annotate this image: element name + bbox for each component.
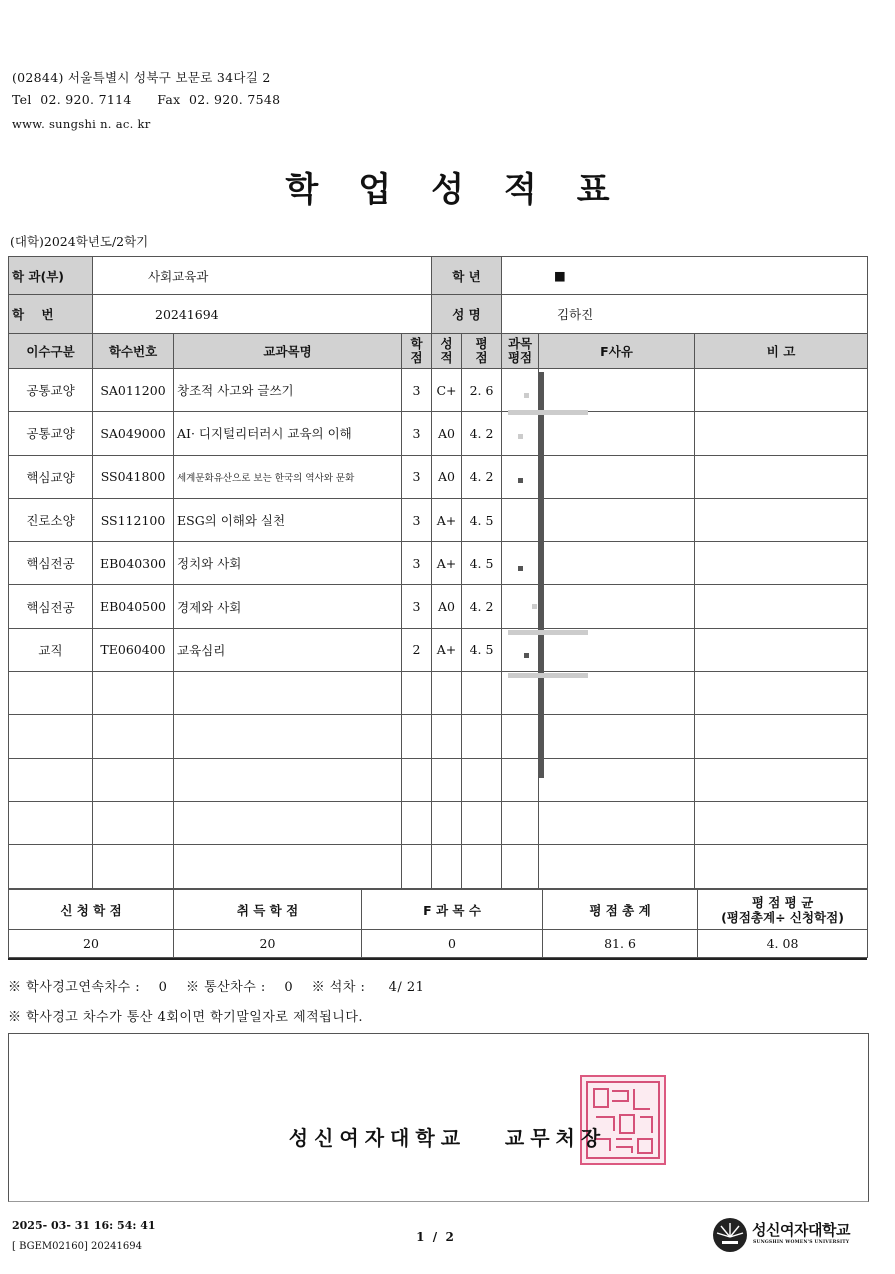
cell-credit bbox=[402, 715, 432, 758]
sum-avg-label: 평 점 평 균 bbox=[751, 894, 814, 910]
cell-course-eval bbox=[502, 845, 539, 888]
university-emblem-icon bbox=[712, 1217, 748, 1253]
redaction-mark bbox=[518, 478, 523, 483]
cell-remarks bbox=[695, 845, 868, 888]
redaction-bar bbox=[539, 372, 544, 778]
cell-grade bbox=[432, 801, 462, 844]
sum-total: 81. 6 bbox=[543, 930, 698, 958]
cell-f-reason bbox=[539, 845, 695, 888]
col-grade: 성적 bbox=[432, 334, 462, 369]
table-row bbox=[9, 585, 868, 628]
grade-table bbox=[8, 256, 868, 889]
cell-name: 세계문화유산으로 보는 한국의 역사와 문화 bbox=[174, 455, 402, 498]
table-row bbox=[9, 801, 868, 844]
cell-credit bbox=[402, 845, 432, 888]
redaction-mark bbox=[532, 604, 537, 609]
col-course: 교과목명 bbox=[174, 334, 402, 369]
cell-point: 2. 6 bbox=[462, 369, 502, 412]
cell-course-eval bbox=[502, 498, 539, 541]
sum-avg-sublabel: (평점총계÷ 신청학점) bbox=[721, 909, 844, 925]
cell-remarks bbox=[695, 715, 868, 758]
page-title: 학업성적표 bbox=[285, 170, 650, 210]
cell-point: 4. 2 bbox=[462, 455, 502, 498]
cell-category bbox=[9, 715, 93, 758]
cell-point: 4. 5 bbox=[462, 498, 502, 541]
cell-name: 창조적 사고와 글쓰기 bbox=[174, 369, 402, 412]
cell-remarks bbox=[695, 369, 868, 412]
col-category: 이수구분 bbox=[9, 334, 93, 369]
cell-course-eval bbox=[502, 672, 539, 715]
cell-f-reason bbox=[539, 801, 695, 844]
logo-korean: 성신여자대학교 bbox=[752, 1221, 850, 1239]
cell-grade: A+ bbox=[432, 542, 462, 585]
year-label: 학 년 bbox=[432, 257, 502, 295]
cell-f-reason bbox=[539, 455, 695, 498]
term-label: (대학)2024학년도/2학기 bbox=[10, 234, 149, 249]
cell-credit: 2 bbox=[402, 628, 432, 671]
cell-name: 경제와 사회 bbox=[174, 585, 402, 628]
issuer-signature: 성신여자대학교 교무처장 bbox=[288, 1126, 607, 1150]
cell-grade: C+ bbox=[432, 369, 462, 412]
cell-grade bbox=[432, 715, 462, 758]
cell-point bbox=[462, 845, 502, 888]
cell-name bbox=[174, 845, 402, 888]
page-number: 1 / 2 bbox=[416, 1230, 454, 1244]
cell-name bbox=[174, 672, 402, 715]
cell-name bbox=[174, 758, 402, 801]
cell-code bbox=[93, 845, 174, 888]
cell-credit: 3 bbox=[402, 498, 432, 541]
table-row bbox=[9, 672, 868, 715]
cell-code: SA049000 bbox=[93, 412, 174, 455]
cell-credit: 3 bbox=[402, 542, 432, 585]
cell-name: AI· 디지털리터러시 교육의 이해 bbox=[174, 412, 402, 455]
cell-code: SS112100 bbox=[93, 498, 174, 541]
redaction-bar bbox=[508, 630, 588, 635]
cell-point: 4. 2 bbox=[462, 412, 502, 455]
cell-category bbox=[9, 672, 93, 715]
cell-credit: 3 bbox=[402, 369, 432, 412]
redaction-mark bbox=[524, 653, 529, 658]
sum-total-label: 평 점 총 계 bbox=[543, 890, 698, 930]
cell-code bbox=[93, 715, 174, 758]
cell-point: 4. 2 bbox=[462, 585, 502, 628]
cell-credit bbox=[402, 672, 432, 715]
table-row bbox=[9, 498, 868, 541]
col-course-eval: 과목평점 bbox=[502, 334, 539, 369]
cell-category: 진로소양 bbox=[9, 498, 93, 541]
cell-code: SA011200 bbox=[93, 369, 174, 412]
cell-f-reason bbox=[539, 585, 695, 628]
cell-point bbox=[462, 715, 502, 758]
cell-code bbox=[93, 801, 174, 844]
redaction-mark bbox=[518, 566, 523, 571]
doc-id: [ BGEM02160] 20241694 bbox=[12, 1241, 142, 1252]
cell-grade bbox=[432, 672, 462, 715]
cell-code bbox=[93, 672, 174, 715]
official-seal bbox=[580, 1075, 666, 1165]
cell-grade: A+ bbox=[432, 628, 462, 671]
cell-point bbox=[462, 672, 502, 715]
warning-rule: ※ 학사경고 차수가 통산 4회이면 학기말일자로 제적됩니다. bbox=[8, 1010, 364, 1025]
cell-remarks bbox=[695, 455, 868, 498]
cell-f-reason bbox=[539, 498, 695, 541]
table-row bbox=[9, 412, 868, 455]
table-row bbox=[9, 845, 868, 888]
redaction-mark bbox=[518, 434, 523, 439]
year-value: ■ bbox=[502, 257, 868, 295]
cell-remarks bbox=[695, 672, 868, 715]
id-label: 학 번 bbox=[9, 295, 93, 334]
sum-earned-label: 취 득 학 점 bbox=[174, 890, 362, 930]
name-label: 성 명 bbox=[432, 295, 502, 334]
sum-earned: 20 bbox=[174, 930, 362, 958]
cell-grade bbox=[432, 758, 462, 801]
cell-course-eval bbox=[502, 801, 539, 844]
cell-course-eval bbox=[502, 758, 539, 801]
signature-box bbox=[8, 1033, 869, 1202]
cell-credit: 3 bbox=[402, 412, 432, 455]
table-row bbox=[9, 542, 868, 585]
col-remarks: 비 고 bbox=[695, 334, 868, 369]
cell-category: 공통교양 bbox=[9, 412, 93, 455]
table-row bbox=[9, 455, 868, 498]
cell-remarks bbox=[695, 542, 868, 585]
table-row bbox=[9, 715, 868, 758]
cell-f-reason bbox=[539, 758, 695, 801]
cell-category: 핵심교양 bbox=[9, 455, 93, 498]
cell-category: 핵심전공 bbox=[9, 585, 93, 628]
cell-grade bbox=[432, 845, 462, 888]
cell-credit: 3 bbox=[402, 455, 432, 498]
cell-code: SS041800 bbox=[93, 455, 174, 498]
cell-name bbox=[174, 715, 402, 758]
cell-point: 4. 5 bbox=[462, 542, 502, 585]
cell-point: 4. 5 bbox=[462, 628, 502, 671]
summary-table bbox=[8, 889, 868, 958]
id-value: 20241694 bbox=[93, 295, 432, 334]
divider bbox=[8, 958, 867, 960]
website: www. sungshi n. ac. kr bbox=[12, 117, 151, 131]
redaction-mark bbox=[524, 393, 529, 398]
cell-grade: A+ bbox=[432, 498, 462, 541]
cell-category bbox=[9, 845, 93, 888]
warning-counts: ※ 학사경고연속차수 : 0 ※ 통산차수 : 0 ※ 석차 : 4/ 21 bbox=[8, 980, 425, 995]
cell-point bbox=[462, 758, 502, 801]
cell-f-reason bbox=[539, 715, 695, 758]
cell-code bbox=[93, 758, 174, 801]
logo-english: SUNGSHIN WOMEN'S UNIVERSITY bbox=[753, 1240, 850, 1245]
col-credit: 학점 bbox=[402, 334, 432, 369]
table-row bbox=[9, 369, 868, 412]
cell-code: EB040300 bbox=[93, 542, 174, 585]
cell-f-reason bbox=[539, 542, 695, 585]
col-f-reason: F사유 bbox=[539, 334, 695, 369]
cell-remarks bbox=[695, 758, 868, 801]
cell-code: TE060400 bbox=[93, 628, 174, 671]
cell-category: 핵심전공 bbox=[9, 542, 93, 585]
redaction-bar bbox=[508, 673, 588, 678]
cell-remarks bbox=[695, 498, 868, 541]
col-code: 학수번호 bbox=[93, 334, 174, 369]
sum-applied: 20 bbox=[9, 930, 174, 958]
sum-applied-label: 신 청 학 점 bbox=[9, 890, 174, 930]
cell-category bbox=[9, 801, 93, 844]
cell-category: 교직 bbox=[9, 628, 93, 671]
cell-course-eval bbox=[502, 542, 539, 585]
cell-f-reason bbox=[539, 412, 695, 455]
cell-remarks bbox=[695, 412, 868, 455]
cell-remarks bbox=[695, 585, 868, 628]
cell-credit bbox=[402, 801, 432, 844]
cell-grade: A0 bbox=[432, 455, 462, 498]
cell-course-eval bbox=[502, 715, 539, 758]
cell-f-reason bbox=[539, 672, 695, 715]
name-value: 김하진 bbox=[502, 295, 868, 334]
cell-name: ESG의 이해와 실천 bbox=[174, 498, 402, 541]
cell-point bbox=[462, 801, 502, 844]
cell-remarks bbox=[695, 628, 868, 671]
table-row bbox=[9, 628, 868, 671]
cell-credit bbox=[402, 758, 432, 801]
cell-category bbox=[9, 758, 93, 801]
cell-name: 정치와 사회 bbox=[174, 542, 402, 585]
cell-grade: A0 bbox=[432, 585, 462, 628]
address: (02844) 서울특별시 성북구 보문로 34다길 2 bbox=[12, 70, 271, 85]
university-logo bbox=[712, 1215, 872, 1255]
dept-label: 학 과(부) bbox=[9, 257, 93, 295]
sum-fcount: 0 bbox=[362, 930, 543, 958]
cell-name bbox=[174, 801, 402, 844]
cell-course-eval bbox=[502, 455, 539, 498]
cell-grade: A0 bbox=[432, 412, 462, 455]
cell-f-reason bbox=[539, 369, 695, 412]
table-row bbox=[9, 758, 868, 801]
cell-category: 공통교양 bbox=[9, 369, 93, 412]
cell-code: EB040500 bbox=[93, 585, 174, 628]
cell-credit: 3 bbox=[402, 585, 432, 628]
redaction-bar bbox=[508, 410, 588, 415]
cell-name: 교육심리 bbox=[174, 628, 402, 671]
print-datetime: 2025- 03- 31 16: 54: 41 bbox=[12, 1219, 156, 1232]
sum-fcount-label: F 과 목 수 bbox=[362, 890, 543, 930]
dept-value: 사회교육과 bbox=[93, 257, 432, 295]
cell-remarks bbox=[695, 801, 868, 844]
tel-fax: Tel 02. 920. 7114 Fax 02. 920. 7548 bbox=[12, 92, 281, 107]
cell-course-eval bbox=[502, 369, 539, 412]
sum-avg: 4. 08 bbox=[698, 930, 868, 958]
col-point: 평점 bbox=[462, 334, 502, 369]
